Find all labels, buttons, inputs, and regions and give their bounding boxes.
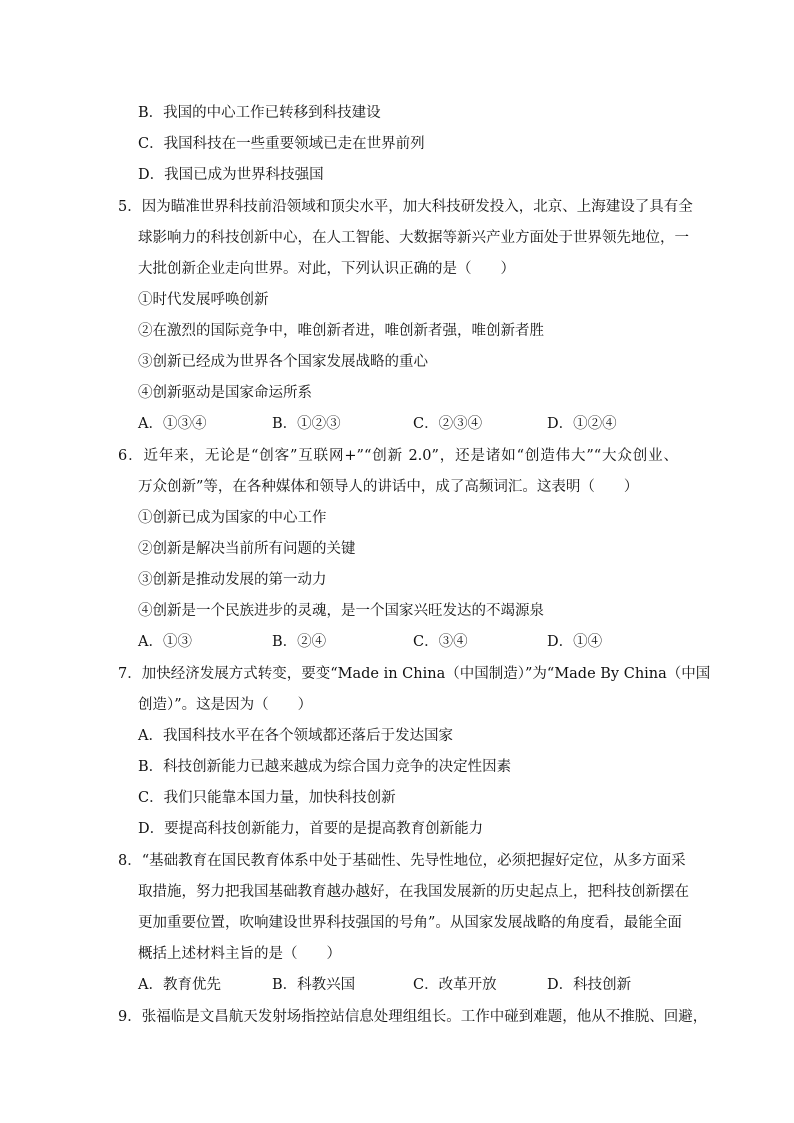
q6-item-4: ④创新是一个民族进步的灵魂，是一个国家兴旺发达的不竭源泉 [138, 603, 544, 619]
q4-option-c: C．我国科技在一些重要领域已走在世界前列 [138, 136, 425, 152]
q5-choice-d[interactable]: D．①②④ [547, 416, 617, 432]
q4-option-d: D．我国已成为世界科技强国 [138, 167, 324, 183]
q5-choice-c[interactable]: C．②③④ [413, 416, 483, 432]
q4-option-b: B．我国的中心工作已转移到科技建设 [138, 105, 381, 121]
q6-stem-line-2: 万众创新”等，在各种媒体和领导人的讲话中，成了高频词汇。这表明（ ） [138, 479, 639, 495]
q8-choices [138, 975, 658, 995]
q8-choice-c[interactable]: C．改革开放 [413, 977, 497, 993]
q9-stem-line-1: 9．张福临是文昌航天发射场指控站信息处理组组长。工作中碰到难题，他从不推脱、回避， [118, 1009, 708, 1025]
q6-choice-c[interactable]: C．③④ [413, 634, 468, 650]
q6-choice-a[interactable]: A．①③ [138, 634, 192, 650]
q5-choices [138, 414, 658, 434]
q5-item-1: ①时代发展呼唤创新 [138, 292, 269, 308]
q5-item-4: ④创新驱动是国家命运所系 [138, 385, 312, 401]
q7-option-c[interactable]: C．我们只能靠本国力量，加快科技创新 [138, 790, 396, 806]
q8-stem-line-3: 更加重要位置，吹响建设世界科技强国的号角”。从国家发展战略的角度看，最能全面 [138, 915, 682, 931]
q5-choice-a[interactable]: A．①③④ [138, 416, 207, 432]
q6-stem-line-1: 6．近年来，无论是“创客”互联网+”“创新 2.0”，还是诸如“创造伟大”“大众创业、 [118, 448, 678, 464]
q8-choice-b[interactable]: B．科教兴国 [272, 977, 356, 993]
q6-item-2: ②创新是解决当前所有问题的关键 [138, 541, 356, 557]
q6-item-3: ③创新是推动发展的第一动力 [138, 572, 327, 588]
q8-choice-d[interactable]: D．科技创新 [547, 977, 632, 993]
q7-option-d[interactable]: D．要提高科技创新能力，首要的是提高教育创新能力 [138, 821, 484, 837]
q5-stem-line-3: 大批创新企业走向世界。对此，下列认识正确的是（ ） [138, 261, 515, 277]
q7-option-a[interactable]: A．我国科技水平在各个领域都还落后于发达国家 [138, 728, 453, 744]
q5-choice-b[interactable]: B．①②③ [272, 416, 341, 432]
q7-stem-line-2: 创造）”。这是因为（ ） [138, 697, 313, 713]
q5-item-3: ③创新已经成为世界各个国家发展战略的重心 [138, 354, 428, 370]
q5-stem-line-1: 5．因为瞄准世界科技前沿领域和顶尖水平，加大科技研发投入，北京、上海建设了具有全 [118, 199, 693, 215]
q8-choice-a[interactable]: A．教育优先 [138, 977, 221, 993]
q7-stem-line-1: 7．加快经济发展方式转变，要变“Made in China（中国制造）”为“Made By China（中国 [118, 666, 711, 682]
q6-choice-b[interactable]: B．②④ [272, 634, 327, 650]
q7-option-b[interactable]: B．科技创新能力已越来越成为综合国力竞争的决定性因素 [138, 759, 512, 775]
q5-stem-line-2: 球影响力的科技创新中心，在人工智能、大数据等新兴产业方面处于世界领先地位，一 [138, 230, 689, 246]
q6-item-1: ①创新已成为国家的中心工作 [138, 510, 327, 526]
q5-item-2: ②在激烈的国际竞争中，唯创新者进，唯创新者强，唯创新者胜 [138, 323, 544, 339]
q8-stem-line-2: 取措施，努力把我国基础教育越办越好，在我国发展新的历史起点上，把科技创新摆在 [138, 884, 689, 900]
q6-choice-d[interactable]: D．①④ [547, 634, 603, 650]
q8-stem-line-4: 概括上述材料主旨的是（ ） [138, 946, 341, 962]
q6-choices [138, 632, 658, 652]
q8-stem-line-1: 8．“基础教育在国民教育体系中处于基础性、先导性地位，必须把握好定位，从多方面采 [118, 853, 686, 869]
